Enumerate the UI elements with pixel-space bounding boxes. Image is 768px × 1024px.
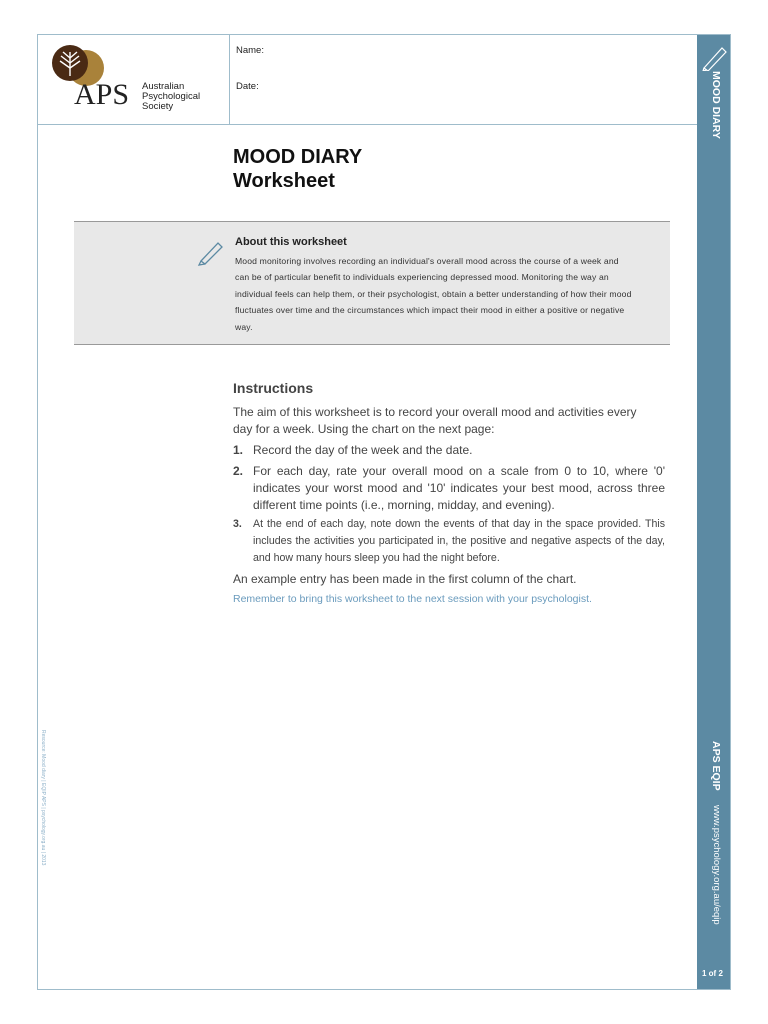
step-text: At the end of each day, note down the events of that day in the space provided. This includes the activities you participated in, the positive and negative aspects of the day, and how many hours sleep you had the night before. [253, 518, 665, 564]
sidebar-title: MOOD DIARY [710, 71, 722, 139]
page-title: MOOD DIARY [233, 146, 363, 168]
side-note: Resource: Mood diary | EQIP APS | psychology.org.au | 2013 [40, 730, 46, 866]
name-label: Name: [236, 45, 264, 56]
page-subtitle: Worksheet [233, 170, 335, 192]
about-heading: About this worksheet [235, 236, 347, 248]
logo-society-text: Australian Psychological Society [142, 81, 201, 112]
list-item [233, 516, 665, 567]
sidebar-eqip-label: APS EQIP [710, 741, 722, 791]
list-item [233, 463, 665, 514]
step-number: 1. [233, 443, 244, 457]
page-indicator: 1 of 2 [702, 969, 723, 978]
about-box [74, 221, 670, 345]
pencil-icon [701, 43, 727, 71]
logo-aps-text: APS [74, 78, 130, 111]
instructions-heading: Instructions [233, 380, 314, 396]
list-item [233, 442, 665, 459]
step-number: 3. [233, 518, 242, 530]
date-label: Date: [236, 81, 259, 92]
step-text: Record the day of the week and the date. [253, 443, 473, 457]
header-divider-horizontal [37, 124, 697, 125]
example-note: An example entry has been made in the first column of the chart. [233, 572, 577, 586]
instructions-intro: The aim of this worksheet is to record your overall mood and activities every day for a week. Using the chart on the next page: [233, 405, 637, 436]
pencil-icon [197, 238, 225, 266]
reminder-note: Remember to bring this worksheet to the next session with your psychologist. [233, 593, 592, 605]
sidebar-url: www.psychology.org.au/eqip [711, 805, 722, 925]
step-text: For each day, rate your overall mood on a scale from 0 to 10, where '0' indicates your worst mood and '10' indicates your best mood, across three different time points (i.e., morning, midday, and evening). [253, 464, 665, 512]
aps-logo [48, 44, 218, 116]
step-number: 2. [233, 464, 244, 478]
about-body: Mood monitoring involves recording an individual's overall mood across the course of a week and can be of particular benefit to individuals experiencing depressed mood. Monitoring the way an individual feels can help them, or their psychologist, obtain a better understanding of how their mood fluctuates over time and the circumstances which impact their mood in either a positive or negative way. [235, 256, 632, 332]
sidebar [697, 35, 730, 989]
header-divider-vertical [229, 34, 230, 125]
